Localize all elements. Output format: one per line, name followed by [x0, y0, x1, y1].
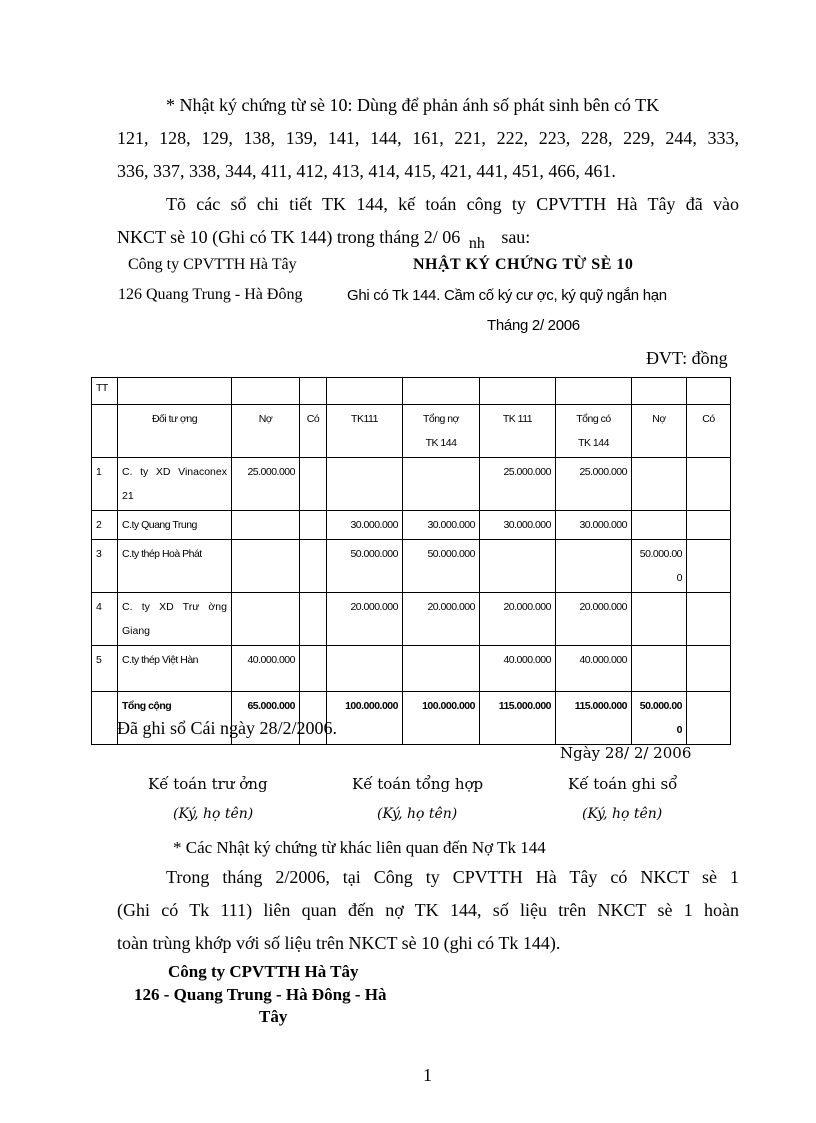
- sign-note-1: (Ký, họ tên): [173, 806, 254, 822]
- header-doi-tuong: Đối tư ợng: [118, 405, 232, 458]
- header-co-2: Có: [687, 405, 731, 458]
- intro-line-1: * Nhật ký chứng từ sè 10: Dùng để phản ánh số phát sinh bên có TK: [166, 95, 660, 115]
- intro-line-2: 121, 128, 129, 138, 139, 141, 144, 161, 221, 222, 223, 228, 229, 244, 333,: [117, 128, 739, 148]
- footer-address: 126 - Quang Trung - Hà Đông - Hà: [134, 985, 387, 1004]
- posted-note: Đã ghi sổ Cái ngày 28/2/2006.: [117, 718, 337, 738]
- other-journals-heading: * Các Nhật ký chứng từ khác liên quan đến Nợ Tk 144: [173, 838, 546, 857]
- header-tk111-b: TK 111: [480, 405, 556, 458]
- header-no: Nợ: [232, 405, 300, 458]
- table-row: 4 C. ty XD Trư ờng Giang 20.000.000 20.000.000 20.000.000 20.000.000: [92, 593, 731, 646]
- header-co: Có: [300, 405, 327, 458]
- table-row: 3 C.ty thép Hoà Phát 50.000.000 50.000.000 50.000.000: [92, 540, 731, 593]
- header-tong-no: Tổng nợ TK 144: [403, 405, 480, 458]
- sig-bookkeeper: Kế toán ghi sổ: [568, 775, 678, 793]
- table-header: [92, 405, 731, 458]
- para-line-3: toàn trùng khớp với số liệu trên NKCT sè 10 (ghi có Tk 144).: [117, 933, 561, 953]
- table-row: 1 C. ty XD Vinaconex 21 25.000.000 25.000.000 25.000.000: [92, 458, 731, 511]
- intro-line-4: Tõ các sổ chi tiết TK 144, kế toán công ty CPVTTH Hà Tây đã vào: [166, 194, 739, 214]
- journal-subtitle: Ghi có Tk 144. Cầm cố ký cư ợc, ký quỹ ngắn hạn: [347, 287, 667, 304]
- intro-line-5-text: NKCT sè 10 (Ghi có TK 144) trong tháng 2/ 06: [117, 227, 461, 247]
- table-total-row: Tổng cộng 65.000.000 100.000.000 100.000.000 115.000.000 115.000.000 50.000.000: [92, 692, 731, 745]
- journal-title: NHẬT KÝ CHỨNG TỪ SÈ 10: [413, 256, 634, 273]
- sign-date: Ngày 28/ 2/ 2006: [560, 744, 692, 762]
- intro-line-3: 336, 337, 338, 344, 411, 412, 413, 414, 415, 421, 441, 451, 466, 461.: [117, 161, 616, 181]
- company-name: Công ty CPVTTH Hà Tây: [128, 256, 297, 273]
- currency-unit: ĐVT: đồng: [646, 348, 728, 368]
- header-no-2: Nợ: [632, 405, 687, 458]
- header-tk111: TK111: [327, 405, 403, 458]
- header-tong-co: Tổng có TK 144: [556, 405, 632, 458]
- intro-line-5: [117, 221, 530, 255]
- table-header-top: [92, 378, 731, 405]
- page-number: 1: [423, 1065, 432, 1085]
- para-line-2: (Ghi có Tk 111) liên quan đến nợ TK 144, số liệu trên NKCT sè 1 hoàn: [117, 900, 739, 920]
- company-address: 126 Quang Trung - Hà Đông: [118, 286, 303, 303]
- journal-month: Tháng 2/ 2006: [487, 317, 580, 334]
- sign-note-3: (Ký, họ tên): [582, 806, 663, 822]
- intro-line-5-sub: nh: [468, 235, 485, 252]
- sign-note-2: (Ký, họ tên): [377, 806, 458, 822]
- footer-address-2: Tây: [259, 1007, 288, 1026]
- sig-chief-accountant: Kế toán trư ởng: [148, 775, 268, 793]
- intro-line-5-end: sau:: [501, 227, 531, 247]
- table-row: 5 C.ty thép Việt Hàn 40.000.000 40.000.000 40.000.000: [92, 646, 731, 692]
- journal-table: [91, 377, 731, 745]
- header-tt: TT: [92, 378, 118, 405]
- sig-general-accountant: Kế toán tổng hợp: [352, 775, 484, 793]
- table-row: 2 C.ty Quang Trung 30.000.000 30.000.000 30.000.000 30.000.000: [92, 511, 731, 540]
- para-line-1: Trong tháng 2/2006, tại Công ty CPVTTH Hà Tây có NKCT sè 1: [166, 867, 739, 887]
- footer-company: Công ty CPVTTH Hà Tây: [168, 962, 359, 981]
